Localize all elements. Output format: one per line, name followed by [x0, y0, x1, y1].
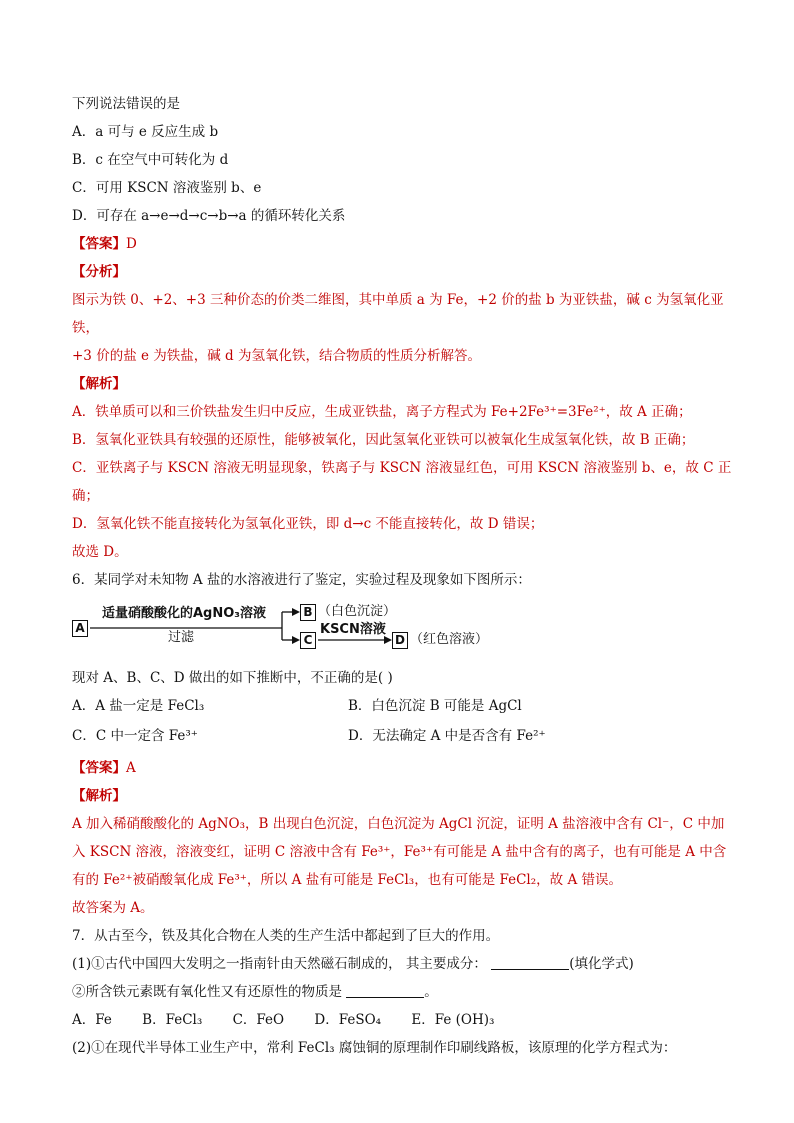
q7-part1-b-prefix: ②所含铁元素既有氧化性又有还原性的物质是 [72, 984, 342, 1000]
q6-conclusion: 故答案为 A。 [72, 900, 154, 916]
reagent-top-label: 适量硝酸酸化的AgNO₃溶液 [102, 606, 266, 621]
q5-explain-line: C．亚铁离子与 KSCN 溶液无明显现象，铁离子与 KSCN 溶液显红色，可用 KSCN 溶液鉴别 b、e，故 C 正 [72, 460, 732, 476]
q7-part1-b [72, 978, 732, 1006]
q6-explain-line: 有的 Fe²⁺被硝酸氧化成 Fe³⁺，所以 A 盐有可能是 FeCl₃，也有可能是 FeCl₂，故 A 错误。 [72, 872, 622, 888]
reagent-c-label: KSCN溶液 [320, 622, 386, 637]
q7-part1-a [72, 950, 732, 978]
result-b-label: （白色沉淀） [318, 604, 397, 619]
q6-options-row-2 [72, 722, 732, 750]
q6-option-b: B．白色沉淀 B 可能是 AgCl [348, 698, 522, 714]
box-c: C [300, 632, 316, 649]
q7-choice-b: B．FeCl₃ [142, 1012, 203, 1028]
q5-analysis-tag: 【分析】 [72, 264, 126, 280]
q7-stem: 7．从古至今，铁及其化合物在人类的生产生活中都起到了巨大的作用。 [72, 928, 500, 944]
q5-option-d: D．可存在 a→e→d→c→b→a 的循环转化关系 [72, 208, 346, 224]
q5-option-a: A．a 可与 e 反应生成 b [72, 124, 219, 140]
q5-analysis-line: 图示为铁 0、+2、+3 三种价态的价类二维图，其中单质 a 为 Fe，+2 价的盐 b 为亚铁盐，碱 c 为氢氧化亚铁， [72, 292, 724, 336]
q6-answer [72, 754, 732, 782]
experiment-flow-diagram [72, 602, 732, 658]
q5-option-b: B．c 在空气中可转化为 d [72, 152, 229, 168]
q7-choice-d: D．FeSO₄ [314, 1012, 382, 1028]
q5-conclusion: 故选 D。 [72, 544, 128, 560]
box-b: B [300, 604, 316, 621]
q6-option-d: D．无法确定 A 中是否含有 Fe²⁺ [348, 728, 546, 744]
answer-tag: 【答案】 [72, 760, 126, 776]
q6-question: 现对 A、B、C、D 做出的如下推断中，不正确的是( ) [72, 670, 393, 686]
q5-explain-line: D．氢氧化铁不能直接转化为氢氧化亚铁，即 d→c 不能直接转化，故 D 错误； [72, 516, 544, 532]
box-a: A [72, 620, 88, 637]
q6-option-a: A．A 盐一定是 FeCl₃ [72, 698, 205, 714]
q7-choice-c: C．FeO [232, 1012, 285, 1028]
q5-explain-line: 确； [72, 488, 99, 504]
q5-answer [72, 230, 732, 258]
q6-explain-tag: 【解析】 [72, 788, 126, 804]
q6-options-row-1 [72, 692, 732, 720]
q7-part1-a-prefix: (1)①古代中国四大发明之一指南针由天然磁石制成的， 其主要成分： [72, 956, 487, 972]
q6-explain-line: A 加入稀硝酸酸化的 AgNO₃，B 出现白色沉淀，白色沉淀为 AgCl 沉淀，证明 A 盐溶液中含有 Cl⁻，C 中加 [72, 816, 725, 832]
q6-stem: 6．某同学对未知物 A 盐的水溶液进行了鉴定，实验过程及现象如下图所示： [72, 572, 531, 588]
q5-explain-line: B．氢氧化亚铁具有较强的还原性，能够被氧化，因此氢氧化亚铁可以被氧化生成氢氧化铁，故 B 正确； [72, 432, 695, 448]
q6-option-c: C．C 中一定含 Fe³⁺ [72, 728, 198, 744]
q7-part1-a-suffix: (填化学式) [569, 956, 634, 972]
q6-explain-line: 入 KSCN 溶液，溶液变红，证明 C 溶液中含有 Fe³⁺，Fe³⁺有可能是 A 盐中含有的离子，也有可能是 A 中含 [72, 844, 727, 860]
blank-1 [491, 955, 569, 970]
q5-option-c: C．可用 KSCN 溶液鉴别 b、e [72, 180, 262, 196]
result-d-label: （红色溶液） [410, 632, 489, 647]
answer-value: D [126, 236, 137, 252]
box-d: D [392, 632, 408, 649]
q5-explain-line: A．铁单质可以和三价铁盐发生归中反应，生成亚铁盐，离子方程式为 Fe+2Fe³⁺=3Fe²⁺，故 A 正确； [72, 404, 692, 420]
q7-choice-a: A．Fe [72, 1012, 112, 1028]
q5-analysis-line: +3 价的盐 e 为铁盐，碱 d 为氢氧化铁，结合物质的性质分析解答。 [72, 348, 481, 364]
q5-explain-tag: 【解析】 [72, 376, 126, 392]
blank-2 [346, 983, 424, 998]
q7-choice-e: E．Fe (OH)₃ [411, 1012, 495, 1028]
document-page [72, 90, 732, 1062]
answer-tag: 【答案】 [72, 236, 126, 252]
q5-stem: 下列说法错误的是 [72, 96, 180, 112]
reagent-bottom-label: 过滤 [168, 630, 195, 645]
q7-part2: (2)①在现代半导体工业生产中，常利 FeCl₃ 腐蚀铜的原理制作印刷线路板，该原理的化学方程式为： [72, 1040, 677, 1056]
q7-choices [72, 1006, 732, 1034]
q7-part1-b-suffix: 。 [424, 984, 438, 1000]
answer-value: A [126, 760, 136, 776]
